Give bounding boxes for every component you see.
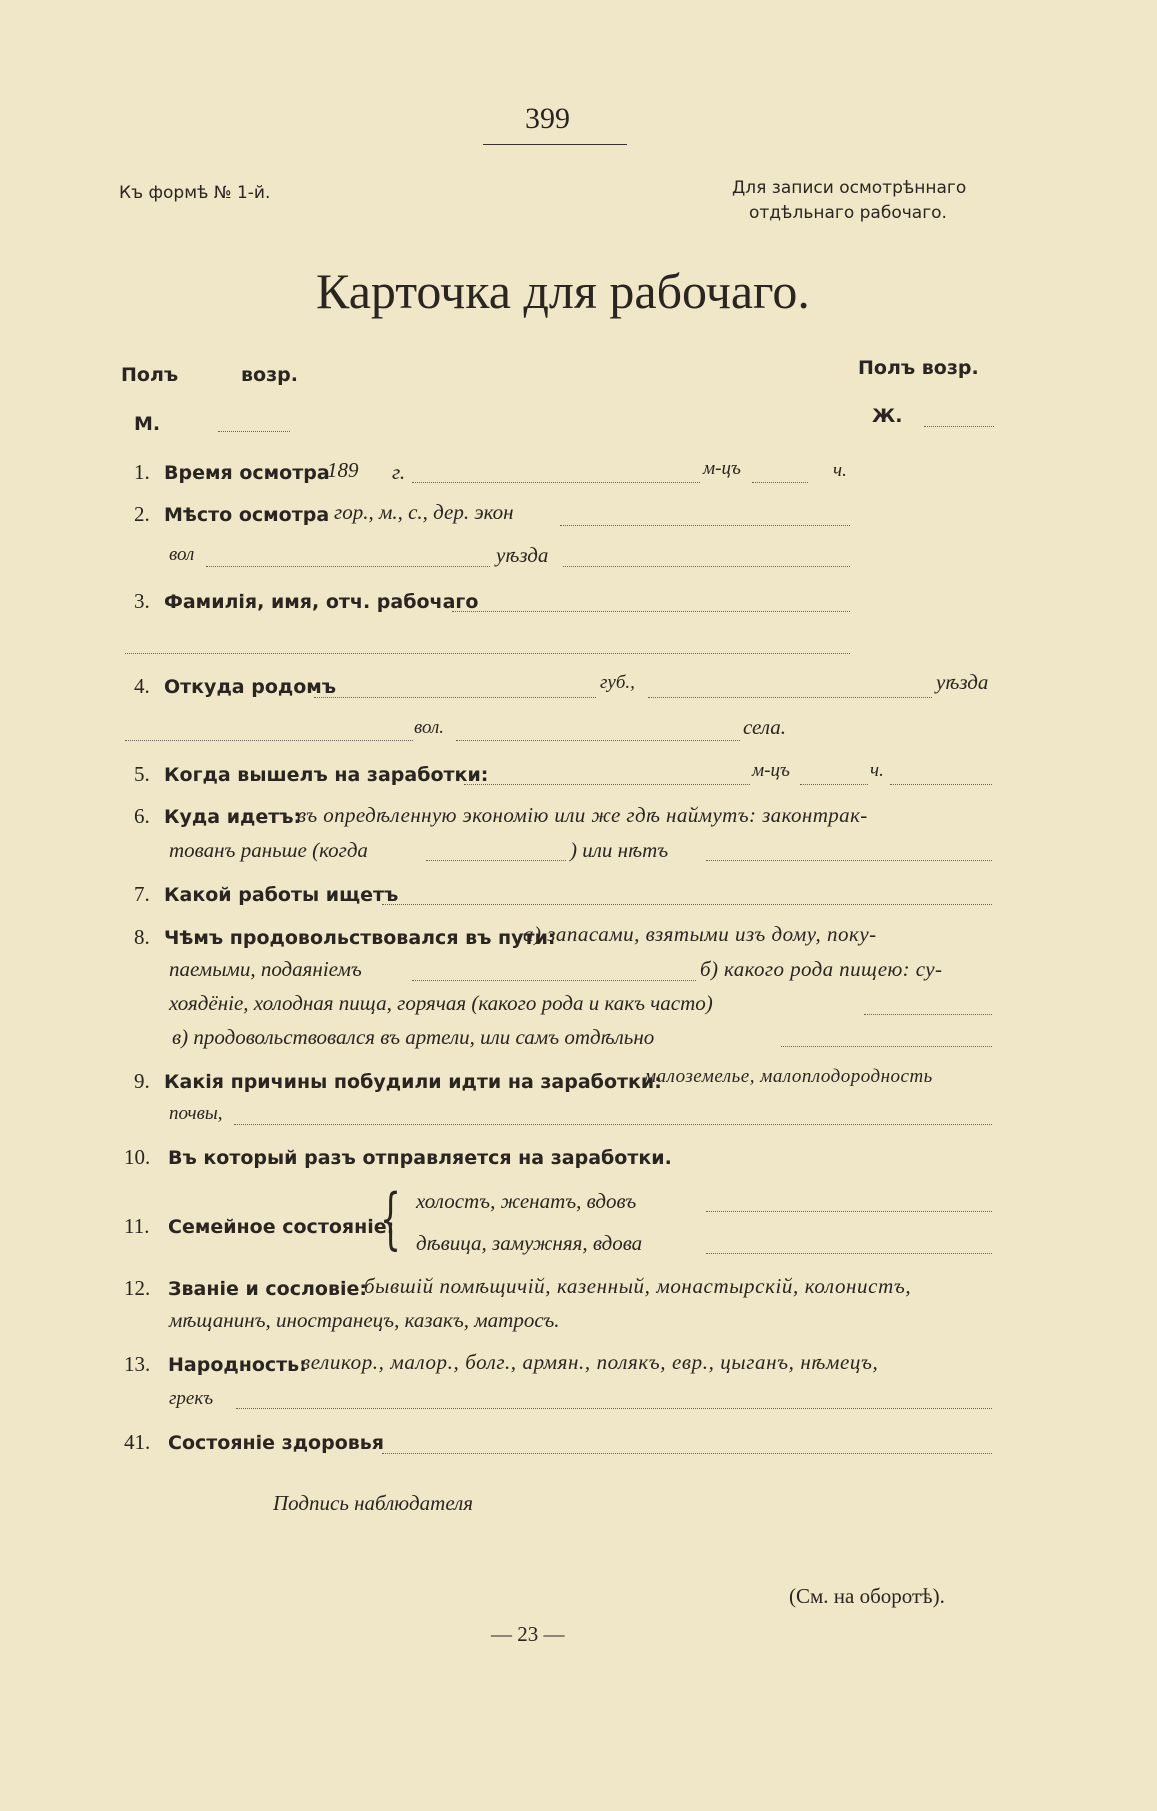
item-1-label: Время осмотра (164, 462, 330, 484)
item-1-date-field[interactable] (412, 482, 700, 483)
item-2-vol-field[interactable] (206, 566, 490, 567)
header-purpose-line2: отдѣльнаго рабочаго. (749, 203, 947, 223)
item-4-sela: села. (743, 715, 787, 739)
item-13-nationality-field[interactable] (236, 1408, 992, 1409)
item-8-number: 8. (134, 925, 150, 949)
item-8-alms-field[interactable] (412, 980, 696, 981)
item-5-date-field[interactable] (464, 784, 750, 785)
item-11-option-1-field[interactable] (706, 1211, 992, 1212)
item-1-g: г. (392, 460, 406, 484)
item-2-vol: вол (169, 544, 195, 565)
item-13-number: 13. (124, 1352, 151, 1376)
item-1-month-field[interactable] (752, 482, 808, 483)
item-3-name-field-2[interactable] (125, 653, 850, 654)
item-3-number: 3. (134, 589, 150, 613)
item-4-vol-field[interactable] (125, 740, 413, 741)
item-10-number: 10. (124, 1145, 151, 1169)
item-6-label: Куда идетъ: (164, 806, 302, 828)
item-1-number: 1. (134, 460, 150, 484)
item-8-line1: а) запасами, взятыми изъ дому, поку- (523, 922, 877, 946)
item-1-month: м-цъ (703, 458, 741, 479)
item-10-label: Въ который разъ отправляется на заработки. (168, 1147, 672, 1169)
item-5-label: Когда вышелъ на заработки: (164, 764, 489, 786)
item-13-line2: грекъ (169, 1388, 214, 1409)
item-8-line3: хоядёніе, холодная пища, горячая (какого рода и какъ часто) (169, 991, 713, 1015)
female-age-field[interactable] (924, 426, 994, 427)
item-9-number: 9. (134, 1069, 150, 1093)
item-2-options: гор., м., с., дер. экон (334, 500, 514, 524)
item-5-hour-field[interactable] (890, 784, 992, 785)
item-1-ch: ч. (833, 460, 847, 481)
item-11-brace: { (380, 1180, 401, 1257)
item-3-name-field[interactable] (452, 611, 850, 612)
item-6-when-field[interactable] (426, 860, 566, 861)
item-4-village-field[interactable] (456, 740, 740, 741)
page-number: 399 (525, 102, 570, 135)
card-title: Карточка для рабочаго. (316, 263, 810, 319)
item-9-line2: почвы, (169, 1103, 223, 1124)
item-8-food-field[interactable] (864, 1014, 992, 1015)
item-4-label: Откуда родомъ (164, 676, 337, 698)
item-5-ch: ч. (870, 760, 884, 781)
item-7-number: 7. (134, 882, 150, 906)
item-5-number: 5. (134, 762, 150, 786)
page-number-rule (483, 144, 627, 145)
form-reference: Къ формѣ № 1-й. (119, 183, 271, 203)
item-11-option-1: холостъ, женатъ, вдовъ (416, 1189, 637, 1213)
item-14-label: Состояніе здоровья (168, 1432, 384, 1454)
item-12-label: Званіе и сословіе: (168, 1278, 367, 1300)
item-11-label: Семейное состояніе: (168, 1216, 395, 1238)
item-8-line4: в) продовольствовался въ артели, или самъ отдѣльно (172, 1025, 655, 1049)
male-sex-label: Полъ (121, 364, 179, 386)
item-3-label: Фамилія, имя, отч. рабочаго (164, 591, 479, 613)
item-2-uezda: уѣзда (496, 543, 549, 567)
item-4-vol: вол. (414, 717, 445, 738)
item-7-label: Какой работы ищетъ (164, 884, 399, 906)
item-13-label: Народность: (168, 1354, 307, 1376)
male-age-label: возр. (241, 364, 298, 386)
item-6-no-field[interactable] (706, 860, 992, 861)
item-7-work-field[interactable] (382, 904, 992, 905)
item-11-option-2-field[interactable] (706, 1253, 992, 1254)
footer-page-number: — 23 — (491, 1622, 565, 1646)
item-9-line1: малоземелье, малоплодородность (644, 1066, 933, 1087)
item-8-artel-field[interactable] (781, 1046, 992, 1047)
item-8-label: Чѣмъ продовольствовался въ пути: (164, 927, 556, 949)
item-8-line2a: паемыми, подаяніемъ (169, 957, 362, 981)
item-12-line1: бывшій помѣщичій, казенный, монастырскій, колонистъ, (364, 1274, 912, 1298)
item-1-year: 189 (327, 458, 359, 482)
item-6-number: 6. (134, 804, 150, 828)
item-6-line2b: ) или нѣтъ (570, 838, 669, 862)
item-9-reason-field[interactable] (234, 1124, 992, 1125)
item-4-uezda: уѣзда (936, 670, 989, 694)
item-9-label: Какія причины побудили идти на заработки: (164, 1071, 662, 1093)
item-6-line2a: тованъ раньше (когда (169, 838, 368, 862)
item-5-month-field[interactable] (800, 784, 868, 785)
item-4-number: 4. (134, 674, 150, 698)
see-reverse-note: (См. на оборотѣ). (789, 1584, 945, 1608)
item-14-health-field[interactable] (382, 1453, 992, 1454)
item-14-number: 41. (124, 1430, 151, 1454)
item-6-line1: въ опредѣленную экономію или же гдѣ наймутъ: законтрак- (297, 803, 868, 827)
item-4-gub: губ., (600, 672, 635, 693)
item-12-number: 12. (124, 1276, 151, 1300)
item-2-uezda-field[interactable] (563, 566, 850, 567)
item-4-origin-field[interactable] (314, 697, 596, 698)
item-13-line1: великор., малор., болг., армян., полякъ, евр., цыганъ, нѣмецъ, (301, 1350, 879, 1374)
item-11-option-2: дѣвица, замужняя, вдова (416, 1231, 643, 1255)
item-2-number: 2. (134, 502, 150, 526)
male-age-field[interactable] (218, 431, 290, 432)
header-purpose-line1: Для записи осмотрѣннаго (732, 178, 967, 198)
item-2-place-field[interactable] (560, 525, 850, 526)
item-5-month: м-цъ (752, 760, 790, 781)
male-letter: М. (134, 413, 161, 435)
item-4-gub-field[interactable] (648, 697, 932, 698)
item-8-line2b: б) какого рода пищею: су- (700, 957, 943, 981)
item-12-line2: мѣщанинъ, иностранецъ, казакъ, матросъ. (169, 1308, 560, 1332)
female-letter: Ж. (872, 405, 903, 427)
female-sex-age-label: Полъ возр. (858, 357, 979, 379)
item-11-number: 11. (124, 1214, 150, 1238)
observer-signature-label: Подпись наблюдателя (273, 1491, 474, 1515)
item-2-label: Мѣсто осмотра (164, 504, 330, 526)
